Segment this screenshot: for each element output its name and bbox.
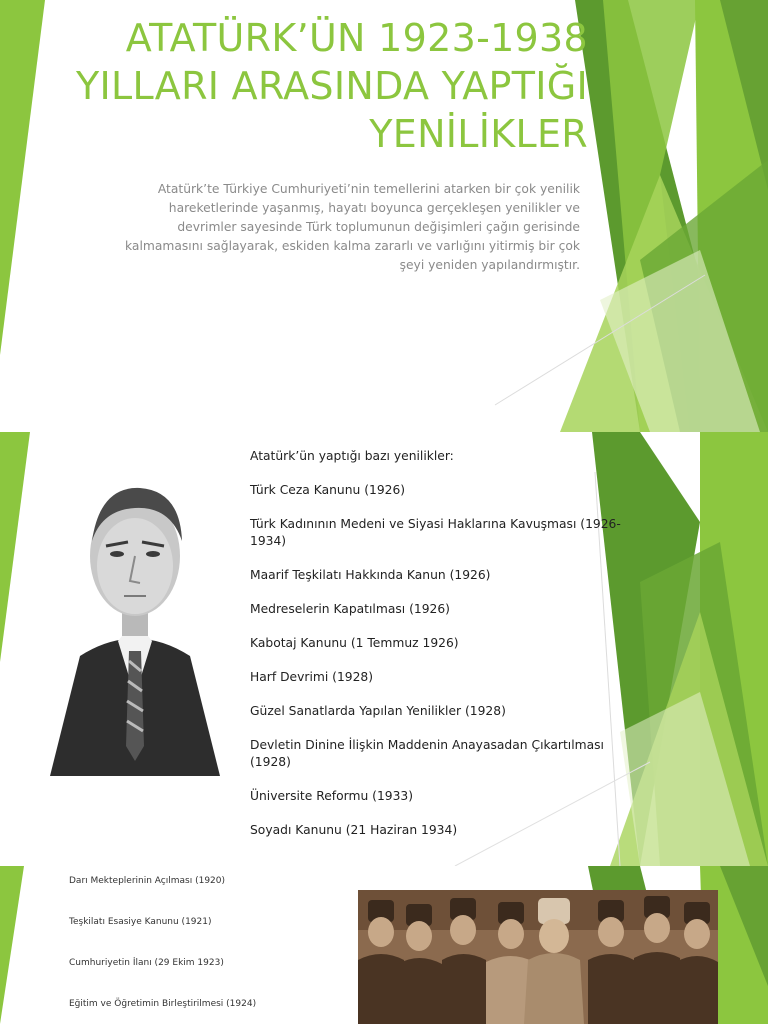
intro-line: devrimler sayesinde Türk toplumunun değişimleri çağın gerisinde <box>177 220 580 234</box>
intro-line: Atatürk’te Türkiye Cumhuriyeti’nin temellerini atarken bir çok yenilik <box>157 182 580 196</box>
intro-line: hareketlerinde yaşanmış, hayatı boyunca gerçekleşen yenilikler ve <box>168 201 580 215</box>
list-item: Medreselerin Kapatılması (1926) <box>250 602 450 616</box>
list-item: Maarif Teşkilatı Hakkında Kanun (1926) <box>250 568 491 582</box>
list-item: Harf Devrimi (1928) <box>250 670 374 684</box>
ataturk-portrait-image <box>40 446 230 776</box>
title-line: ATATÜRK’ÜN 1923-1938 <box>125 16 588 60</box>
slide-reforms <box>0 432 768 866</box>
intro-line: kalmamasını sağlayarak, eskiden kalma zararlı ve varlığını yitirmiş bir çok <box>125 239 580 253</box>
slide-early-reforms <box>0 866 768 1024</box>
early-reforms-list <box>69 875 349 1024</box>
list-item: Darı Mekteplerinin Açılması (1920) <box>69 876 226 886</box>
intro-paragraph <box>98 180 580 275</box>
title-line: YENİLİKLER <box>369 112 588 156</box>
reforms-list <box>250 448 622 856</box>
list-item: Devletin Dinine İlişkin Maddenin Anayasadan Çıkartılması (1928) <box>250 738 604 769</box>
group-photo-image <box>358 890 718 1024</box>
reforms-heading: Atatürk’ün yaptığı bazı yenilikler: <box>250 449 454 463</box>
list-item: Kabotaj Kanunu (1 Temmuz 1926) <box>250 636 459 650</box>
list-item: Soyadı Kanunu (21 Haziran 1934) <box>250 823 458 837</box>
list-item: Üniversite Reformu (1933) <box>250 789 414 803</box>
list-item: Teşkilatı Esasiye Kanunu (1921) <box>69 917 212 927</box>
list-item: Güzel Sanatlarda Yapılan Yenilikler (1928) <box>250 704 506 718</box>
slide-title-heading <box>60 14 588 158</box>
intro-line: şeyi yeniden yapılandırmıştır. <box>399 258 580 272</box>
list-item: Cumhuriyetin İlanı (29 Ekim 1923) <box>69 958 224 968</box>
list-item: Türk Ceza Kanunu (1926) <box>250 483 406 497</box>
slide-title <box>0 0 768 432</box>
list-item: Türk Kadınının Medeni ve Siyasi Haklarına Kavuşması (1926-1934) <box>250 517 621 548</box>
title-line: YILLARI ARASINDA YAPTIĞI <box>75 64 588 108</box>
list-item: Eğitim ve Öğretimin Birleştirilmesi (1924) <box>69 999 257 1009</box>
